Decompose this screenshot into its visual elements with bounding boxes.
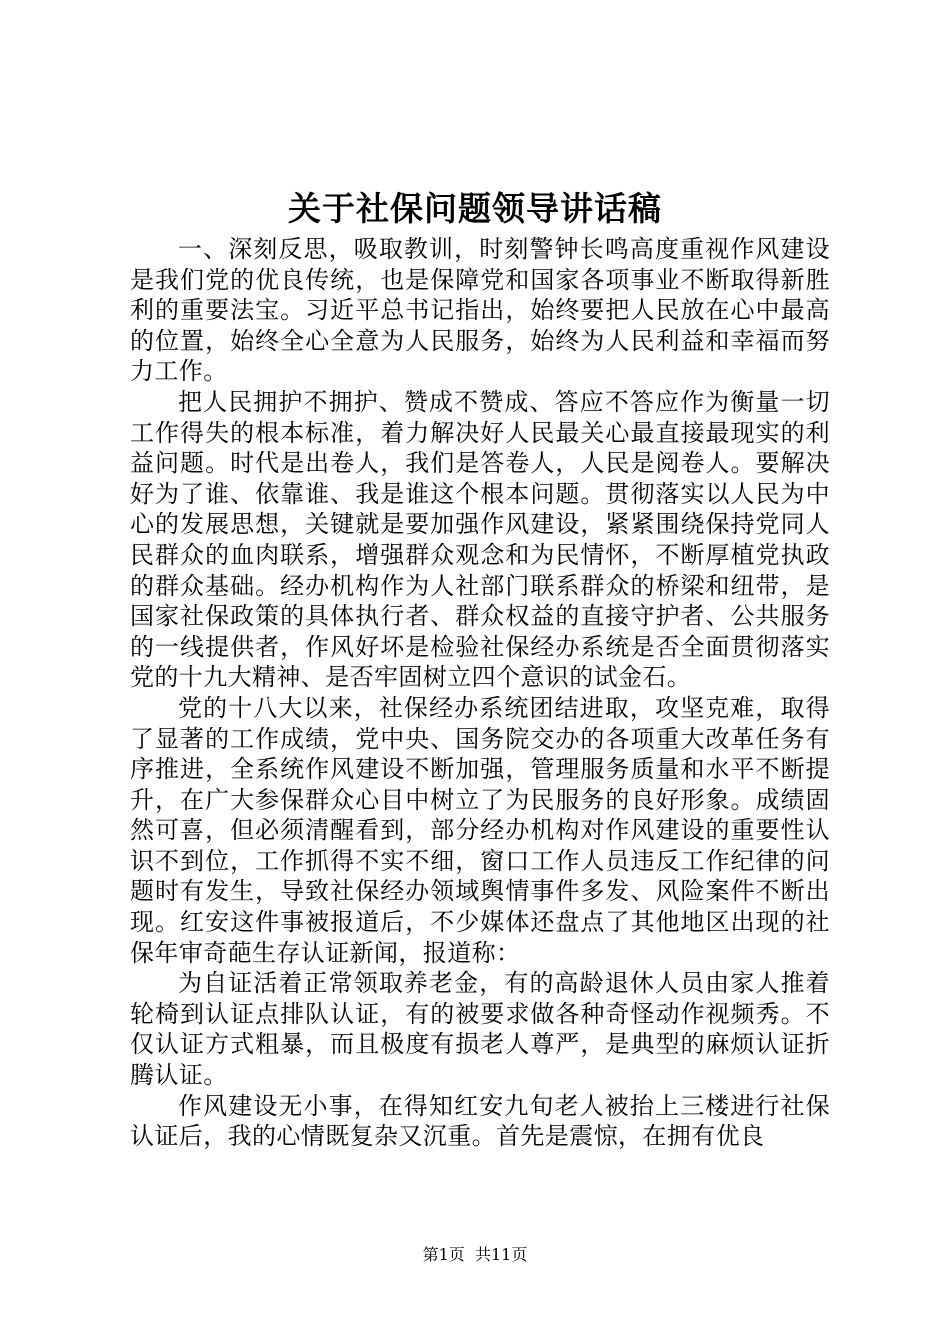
page-number: 第1页 [422, 1245, 465, 1264]
paragraph: 为自证活着正常领取养老金，有的高龄退休人员由家人推着轮椅到认证点排队认证，有的被要求做各种奇怪动作视频秀。不仅认证方式粗暴，而且极度有损老人尊严，是典型的麻烦认证折腾认证。 [130, 969, 830, 1090]
paragraph: 党的十八大以来，社保经办系统团结进取，攻坚克难，取得了显著的工作成绩，党中央、国务院交办的各项重大改革任务有序推进，全系统作风建设不断加强，管理服务质量和水平不断提升，在广大参保群众心目中树立了为民服务的良好形象。成绩固然可喜，但必须清醒看到，部分经办机构对作风建设的重要性认识不到位，工作抓得不实不细，窗口工作人员违反工作纪律的问题时有发生，导致社保经办领域舆情事件多发、风险案件不断出现。红安这件事被报道后，不少媒体还盘点了其他地区出现的社保年审奇葩生存认证新闻，报道称： [130, 693, 830, 967]
document-title: 关于社保问题领导讲话稿 [288, 189, 662, 228]
paragraph: 把人民拥护不拥护、赞成不赞成、答应不答应作为衡量一切工作得失的根本标准，着力解决好人民最关心最直接最现实的利益问题。时代是出卷人，我们是答卷人，人民是阅卷人。要解决好为了谁、依靠谁、我是谁这个根本问题。贯彻落实以人民为中心的发展思想，关键就是要加强作风建设，紧紧围绕保持党同人民群众的血肉联系，增强群众观念和为民情怀，不断厚植党执政的群众基础。经办机构作为人社部门联系群众的桥梁和纽带，是国家社保政策的具体执行者、群众权益的直接守护者、公共服务的一线提供者，作风好坏是检验社保经办系统是否全面贯彻落实党的十九大精神、是否牢固树立四个意识的试金石。 [130, 387, 830, 692]
paragraph: 作风建设无小事，在得知红安九旬老人被抬上三楼进行社保认证后，我的心情既复杂又沉重。首先是震惊，在拥有优良 [130, 1091, 830, 1151]
paragraph: 一、深刻反思，吸取教训，时刻警钟长鸣高度重视作风建设是我们党的优良传统，也是保障党和国家各项事业不断取得新胜利的重要法宝。习近平总书记指出，始终要把人民放在心中最高的位置，始终全心全意为人民服务，始终为人民利益和幸福而努力工作。 [130, 235, 830, 386]
document-body [130, 234, 830, 1152]
page-footer [0, 1243, 950, 1267]
page-total: 共11页 [474, 1245, 528, 1264]
